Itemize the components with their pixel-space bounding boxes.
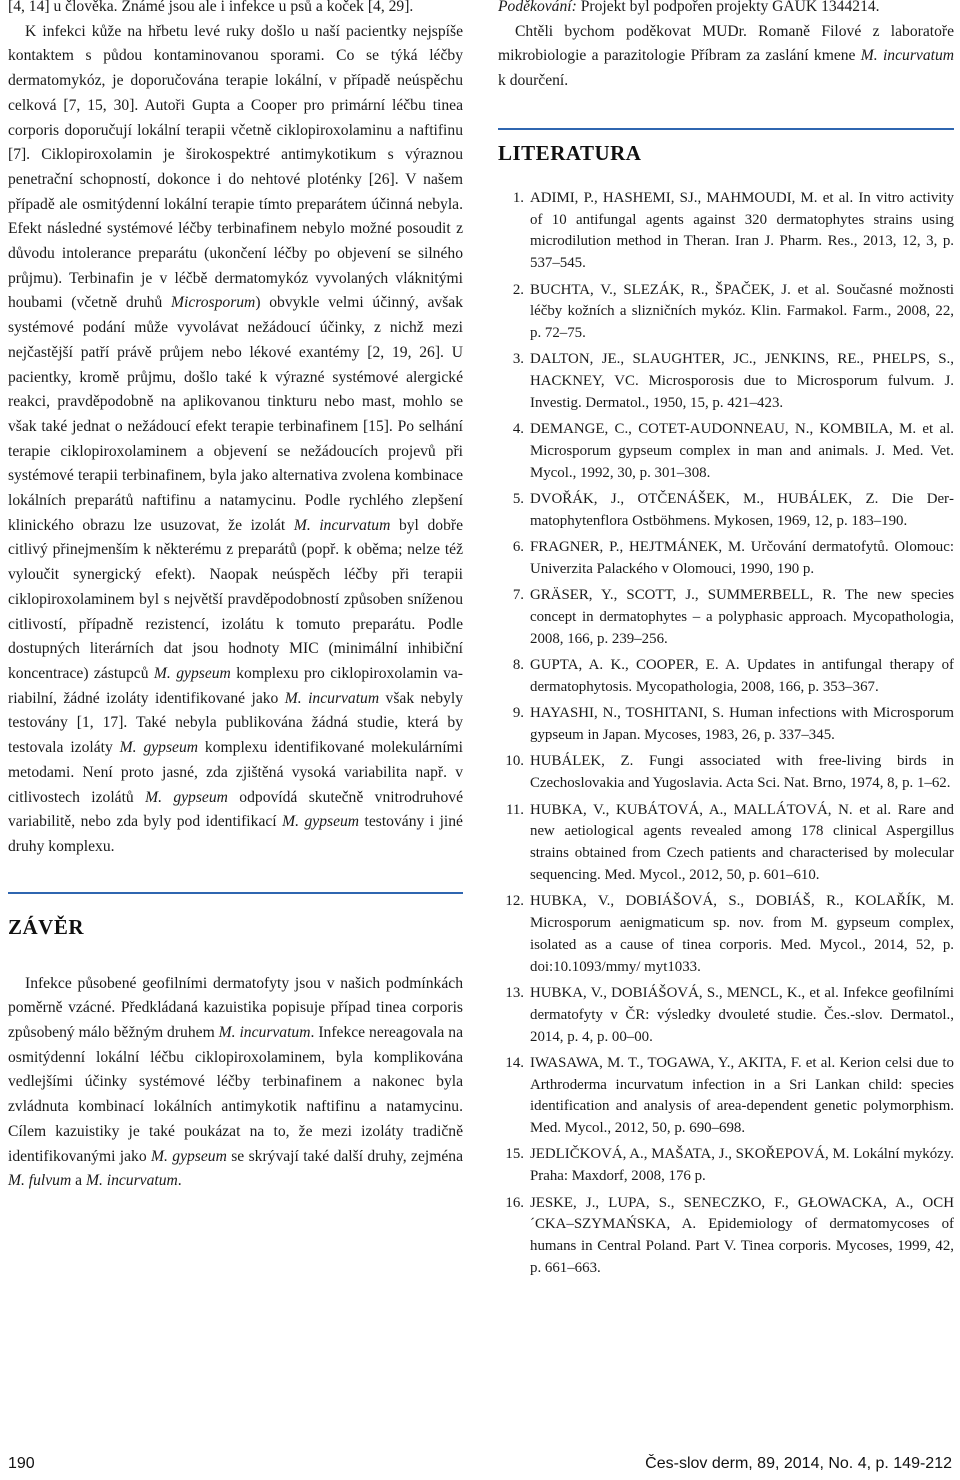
reference-item (498, 419, 954, 484)
reference-item (498, 655, 954, 699)
italic-term: M. incurvatum (293, 516, 391, 534)
reference-item (498, 188, 954, 275)
thanks-paragraph: Chtěli bychom poděkovat MUDr. Romaně Filové z laboratoře mikrobiologie a parazitologie Příbram za zaslání kmene M. incurvatum k dourčení. (498, 22, 955, 90)
italic-term: Lokální mykózy (853, 1146, 951, 1163)
reference-text: HUBKA, V., DOBIÁŠOVÁ, S., MENCL, K., et al. Infekce geofilními dermatofyty v ČR: výsledky dvouleté studie. Čes.-slov. Dermatol., 2014, p. 4, p. 00–00. (530, 984, 954, 1045)
body-paragraph-1: [4, 14] u člověka. Známé jsou ale i infekce u psů a koček [4, 29]. (8, 0, 414, 15)
section-divider (8, 892, 463, 894)
reference-text: BUCHTA, V., SLEZÁK, R., ŠPAČEK, J. et al. Současné možnosti léčby kožních a slizničních mykóz. Klin. Farmakol. Farm., 2008, 22, p. 72–75. (530, 281, 954, 342)
italic-term: Microsporum aenigmaticum (530, 915, 705, 932)
acknowledgement (498, 0, 954, 20)
italic-term: J. Investig. Dermatol (530, 373, 954, 411)
acknowledgement-text: Projekt byl podpořen projekty GAUK 1344214. (576, 0, 880, 15)
reference-number: 8. (512, 657, 524, 674)
reference-text: FRAGNER, P., HEJTMÁNEK, M. Určování dermatofytů. Olomouc: Univerzita Palackého v Olomouci, 1990, 190 p. (530, 539, 954, 578)
reference-number: 10. (505, 753, 524, 770)
italic-term: Arthroderma incurvatum (530, 1076, 684, 1093)
italic-term: M. incurvatum (218, 1024, 311, 1042)
italic-term: M. fulvum (8, 1172, 72, 1190)
italic-term: Mycopathologia (635, 679, 734, 696)
reference-number: 11. (505, 801, 524, 818)
reference-item (498, 1193, 954, 1280)
italic-term: Klin. Farmakol. Farm (751, 303, 884, 320)
reference-item (498, 751, 954, 795)
reference-number: 1. (512, 189, 524, 206)
reference-text: IWASAWA, M. T., TOGAWA, Y., AKITA, F. et al. Kerion celsi due to Arthroderma incurvatum infection in a Sri Lankan child: species identification and analysis of area-dependent genetic polymorphism. Med. Mycol., 2012, 50, p. 690–698. (530, 1054, 954, 1137)
italic-term: Iran J. Pharm. Res (735, 233, 851, 250)
reference-number: 4. (512, 421, 524, 438)
italic-term: Aspergillus (885, 823, 954, 840)
journal-citation: Čes-slov derm, 89, 2014, No. 4, p. 149-212 (645, 1455, 952, 1472)
reference-item (498, 537, 954, 581)
reference-item (498, 1053, 954, 1140)
reference-item (498, 1144, 954, 1188)
reference-text: HAYASHI, N., TOSHITANI, S. Human infections with Microsporum gypseum in Japan. Mycoses, 1983, 26, p. 337–345. (530, 705, 954, 744)
italic-term: M. incurvatum (85, 1172, 178, 1190)
reference-text: DEMANGE, C., COTET-AUDONNEAU, N., KOMBILA, M. et al. Microsporum gypseum complex in man and animals. J. Med. Vet. Mycol., 1992, 30, p. 301–308. (530, 421, 954, 481)
reference-number: 16. (505, 1194, 524, 1211)
left-column (8, 0, 463, 1194)
body-paragraph-2: K infekci kůže na hřbetu levé ruky došlo u naší pacientky nejspíše kontaktem s půdou kontaminovanou sporami. Co se týká léčby dermatomykóz, je doporučována terapie lokální, v případě neúspěchu celková [7, 15, 30]. Autoři Gupta a Cooper pro primární léčbu tinea corporis doporučují lokální terapii včetně ciklopiroxolaminu a naftifinu [7]. Ciklopiroxolamin je širokospektré antimykotikum s výraznou penetrační schopností, dokonce i do nehtové ploténky [26]. V našem případě ale osmitýdenní lokální terapie tímto preparátem účinná nebyla. Efekt následné systémové léčby terbinafinem nebylo možné posoudit z důvodu intolerance preparátu (ukončení léčby po objevení se silného průjmu). Terbinafin je v léčbě dermatomykóz vyvolaných vláknitými houbami (včetně druhů Microsporum) obvykle velmi účinný, avšak systémové podání může vyvolávat nežádoucí účinky, z nichž mezi nejčastější patří právě průjem nebo lékové exantémy [2, 19, 26]. U pacientky, kromě průjmu, došlo také k výrazné systémové alergické reakci, pravděpodobně na aplikovanou tinkturu nebo mast, mohlo se však také jednat o nežádoucí efekt terapie terbinafinem [15]. Po selhání terapie ciklopiroxolaminem a objevení se nežádoucích projevů při systémové terapii terbinafinem, byla jako alternativa zvolena kombinace lokálních preparátů naftifinu a natamycinu. Podle rychlého zlepšení klinického obrazu lze usuzovat, že izolát M. incurvatum byl dobře citlivý přinejmenším k některému z preparátů (popř. k oběma; nelze též vyloučit synergický efekt). Naopak neúspěch léčby při terapii ciklopiroxolaminem byl s největší pravděpodobností způsoben sníženou citlivostí, případně rezistencí, izolátu k tomuto preparátu. Podle dostupných literárních dat jsou hodnoty MIC (minimální inhibiční koncentrace) zástupců M. gypseum komplexu pro ciklopiroxolamin variabilní, žádné izoláty identifikované jako M. incurvatum však nebyly testovány [1, 17]. Také nebyla publikována žádná studie, která by testovala izoláty M. gypseum komplexu identifikované molekulárními metodami. Není proto jasné, zda zjištěná vysoká variabilita např. v citlivostech izolátů M. gypseum odpovídá skutečně vnitrodruhové variabilitě, nebo zda byly pod identifikací M. gypseum testovány i jiné druhy komplexu. (8, 22, 464, 855)
italic-term: M. incurvatum (284, 689, 380, 707)
italic-term: M. gypseum (282, 813, 360, 831)
reference-item (498, 800, 954, 887)
reference-text: DALTON, JE., SLAUGHTER, JC., JENKINS, RE., PHELPS, S., HACKNEY, VC. Microsporosis due to Microsporum fulvum. J. Investig. Dermatol., 1950, 15, p. 421–423. (530, 351, 954, 411)
italic-term: Microsporum (171, 294, 256, 312)
italic-term: Mycoses (835, 1238, 889, 1255)
reference-text: GRÄSER, Y., SCOTT, J., SUMMERBELL, R. The new species concept in dermatophytes – a polyphasic approach. Mycopathologia, 2008, 166, p. 239–256. (530, 587, 954, 647)
italic-term: Med. Mycol (530, 1120, 604, 1137)
italic-term: J. Med. Vet. Mycol (530, 443, 954, 481)
italic-term: Med. Mycol (604, 866, 679, 883)
reference-text: JESKE, J., LUPA, S., SENECZKO, F., GŁOWACKA, A., OCH´CKA–SZYMAŃSKA, A. Epidemiology of dermatomycoses of humans in Central Poland. Part V. Tinea corporis. Mycoses, 1999, 42, p. 661–663. (530, 1194, 954, 1276)
reference-number: 12. (505, 893, 524, 910)
italic-term: M. incurvatum (860, 47, 955, 65)
italic-term: Mycoses (644, 727, 698, 744)
italic-term: Med. Mycol (780, 936, 859, 953)
reference-number: 2. (512, 281, 524, 298)
reference-number: 15. (505, 1146, 524, 1163)
reference-text: DVOŘÁK, J., OTČENÁŠEK, M., HUBÁLEK, Z. Die Dermatophytenflora Ostböhmens. Mykosen, 1969, 12, p. 183–190. (530, 491, 954, 529)
reference-list (498, 188, 954, 1280)
italic-term: M. gypseum (151, 1147, 227, 1165)
reference-number: 6. (512, 539, 524, 556)
italic-term: Mykosen (714, 512, 770, 529)
italic-term: Acta Sci. Nat. Brno (725, 775, 843, 792)
reference-text: HUBKA, V., KUBÁTOVÁ, A., MALLÁTOVÁ, N. et al. Rare and new aetiological agents revealed among 178 clinical Aspergillus strains obtained from Czech patients and characterised by molecular sequencing. Med. Mycol., 2012, 50, p. 601–610. (530, 801, 954, 883)
italic-term: M. gypseum (810, 915, 891, 932)
page-number: 190 (8, 1455, 35, 1472)
conclusion-heading: ZÁVĚR (8, 914, 85, 939)
italic-term: M. gypseum (153, 664, 231, 682)
reference-item (498, 703, 954, 747)
right-column (498, 0, 954, 1284)
italic-term: M. gypseum (119, 739, 199, 757)
reference-number: 9. (512, 705, 524, 722)
italic-term: Mycopathologia (852, 609, 951, 626)
italic-term: Microsporum gypseum (530, 443, 673, 460)
reference-number: 13. (505, 984, 524, 1001)
italic-term: Čes.-slov. Dermatol (824, 1006, 947, 1023)
literature-heading: LITERATURA (498, 140, 642, 165)
italic-term: Microsporum fulvum (796, 373, 931, 390)
acknowledgement-label: Poděkování: (498, 0, 577, 15)
reference-text: JEDLIČKOVÁ, A., MAŠATA, J., SKOŘEPOVÁ, M. Lokální mykózy. Praha: Maxdorf, 2008, 176 p. (530, 1146, 954, 1185)
reference-text: HUBÁLEK, Z. Fungi associated with free-living birds in Czechoslovakia and Yugoslavia. Acta Sci. Nat. Brno, 1974, 8, p. 1–62. (530, 753, 954, 792)
reference-item (498, 983, 954, 1048)
section-divider (498, 128, 954, 130)
reference-number: 3. (512, 351, 524, 368)
reference-text: HUBKA, V., DOBIÁŠOVÁ, S., DOBIÁŠ, R., KOLAŘÍK, M. Microsporum aenigmaticum sp. nov. from M. gypseum complex, isolated as a cause of tinea corporis. Med. Mycol., 2014, 52, p. doi:10.1093/mmy/ myt1033. (530, 893, 954, 975)
reference-number: 14. (505, 1054, 524, 1071)
reference-text: GUPTA, A. K., COOPER, E. A. Updates in antifungal therapy of dermatophytosis. Mycopathologia, 2008, 166, p. 353–367. (530, 657, 954, 696)
reference-item (498, 891, 954, 978)
reference-item (498, 349, 954, 414)
italic-term: Určování dermatofytů (750, 539, 885, 556)
conclusion-paragraph: Infekce působené geofilními dermatofyty jsou v našich podmínkách poměrně vzácné. Předkládaná kazuistika popisuje případ tinea corporis způsobený málo běžným druhem M. incurvatum. Infekce nereagovala na osmitýdenní lokální léčbu ciklopiroxolaminem, byla komplikována vedlejšími účinky systémové léčby terbinafinem a nakonec byla zvládnuta kombinací lokálních antimykotik naftifinu a natamycinu. Cílem kazuistiky je také poukázat na to, že mezi izoláty tradičně identifikovanými jako M. gypseum se skrývají také další druhy, zejména M. fulvum a M. incurvatum. (8, 974, 464, 1190)
reference-text: ADIMI, P., HASHEMI, SJ., MAHMOUDI, M. et al. In vitro activity of 10 antifungal agents against 320 dermatophytes strains using microdilution method in Theran. Iran J. Pharm. Res., 2013, 12, 3, p. 537–545. (530, 189, 954, 272)
italic-term: Microsporum gypseum (530, 705, 954, 744)
reference-number: 5. (512, 491, 524, 508)
reference-item (498, 280, 954, 345)
reference-item (498, 489, 954, 533)
italic-term: M. gypseum (145, 788, 228, 806)
reference-number: 7. (512, 587, 524, 604)
reference-item (498, 585, 954, 650)
